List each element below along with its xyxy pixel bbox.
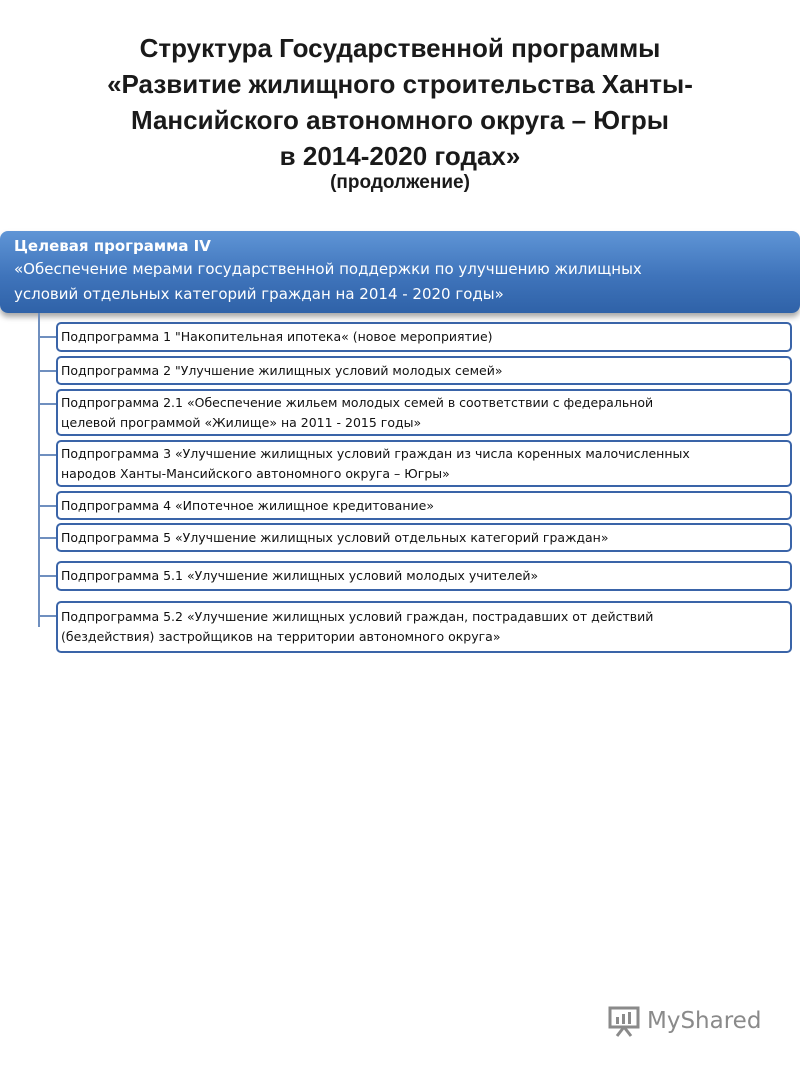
presentation-board-icon bbox=[607, 1004, 641, 1038]
target-program-line: условий отдельных категорий граждан на 2014 - 2020 годы» bbox=[14, 285, 504, 303]
subprogram-text: целевой программой «Жилище» на 2011 - 2015 годы» bbox=[61, 415, 422, 430]
subprogram-box bbox=[56, 523, 792, 552]
page-subtitle: (продолжение) bbox=[330, 172, 470, 193]
tree-branch-line bbox=[39, 403, 57, 405]
title-line: Структура Государственной программы bbox=[139, 33, 661, 63]
subprogram-text: (бездействия) застройщиков на территории автономного округа» bbox=[61, 629, 501, 644]
page-title bbox=[20, 30, 780, 174]
target-program-line: «Обеспечение мерами государственной поддержки по улучшению жилищных bbox=[14, 260, 642, 278]
tree-branch-line bbox=[39, 537, 57, 539]
subprogram-text: Подпрограмма 3 «Улучшение жилищных условий граждан из числа коренных малочисленных bbox=[61, 446, 690, 461]
subprogram-text: народов Ханты-Мансийского автономного округа – Югры» bbox=[61, 466, 450, 481]
subprogram-text: Подпрограмма 5.2 «Улучшение жилищных условий граждан, пострадавших от действий bbox=[61, 609, 654, 624]
title-line: Мансийского автономного округа – Югры bbox=[130, 105, 669, 135]
subprogram-box bbox=[56, 389, 792, 436]
subprogram-box bbox=[56, 322, 792, 352]
subprogram-text: Подпрограмма 1 "Накопительная ипотека« (новое мероприятие) bbox=[61, 329, 493, 344]
tree-branch-line bbox=[39, 454, 57, 456]
target-program-header bbox=[0, 231, 800, 313]
tree-branch-line bbox=[39, 370, 57, 372]
target-program-title: Целевая программа IV bbox=[14, 237, 211, 255]
subprogram-box bbox=[56, 601, 792, 653]
title-line: в 2014-2020 годах» bbox=[279, 141, 521, 171]
tree-trunk-line bbox=[38, 313, 40, 627]
subprogram-text: Подпрограмма 4 «Ипотечное жилищное кредитование» bbox=[61, 497, 434, 513]
subprogram-text: Подпрограмма 5.1 «Улучшение жилищных условий молодых учителей» bbox=[61, 568, 539, 583]
subprogram-text: Подпрограмма 5 «Улучшение жилищных условий отдельных категорий граждан» bbox=[61, 529, 609, 545]
subprogram-box bbox=[56, 356, 792, 385]
watermark-text: MyShared bbox=[647, 1008, 762, 1034]
title-line: «Развитие жилищного строительства Ханты- bbox=[107, 69, 693, 99]
subprogram-box bbox=[56, 440, 792, 487]
tree-branch-line bbox=[39, 505, 57, 507]
tree-branch-line bbox=[39, 336, 57, 338]
subprogram-box bbox=[56, 561, 792, 591]
subprogram-text: Подпрограмма 2.1 «Обеспечение жильем молодых семей в соответствии с федеральной bbox=[61, 395, 654, 410]
myshared-logo bbox=[607, 1001, 761, 1041]
subprogram-text: Подпрограмма 2 "Улучшение жилищных условий молодых семей» bbox=[61, 362, 503, 378]
tree-branch-line bbox=[39, 575, 57, 577]
tree-branch-line bbox=[39, 615, 57, 617]
subprogram-box bbox=[56, 491, 792, 520]
